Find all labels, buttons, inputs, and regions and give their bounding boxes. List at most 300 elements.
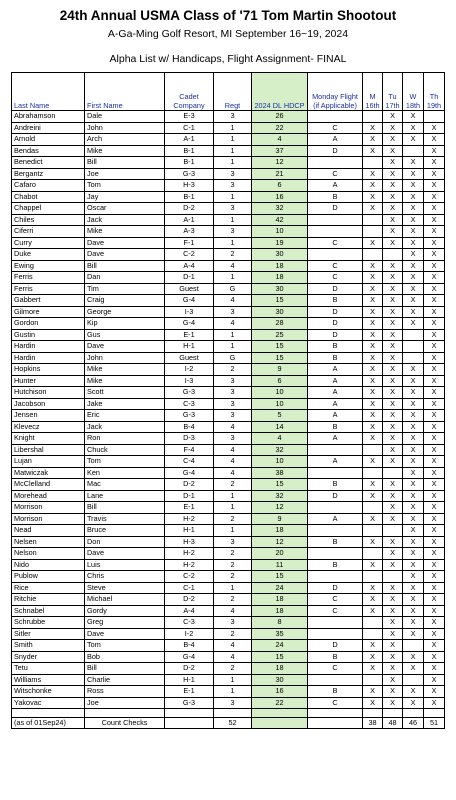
- first-name-cell: Jake: [85, 398, 165, 410]
- tu-17th-cell: X: [383, 559, 403, 571]
- flight-cell: C: [308, 605, 363, 617]
- tu-17th-cell: X: [383, 674, 403, 686]
- regt-cell: 2: [214, 548, 252, 560]
- m-16th-cell: [363, 617, 383, 629]
- tu-17th-cell: [383, 571, 403, 583]
- regt-cell: 1: [214, 237, 252, 249]
- w-18th-cell: [403, 674, 424, 686]
- empty-cell: [308, 718, 363, 729]
- cadet-company-cell: G-4: [165, 651, 214, 663]
- w-18th-cell: X: [403, 663, 424, 675]
- hdcp-cell: 10: [252, 398, 308, 410]
- hdcp-cell: 18: [252, 594, 308, 606]
- flight-cell: [308, 571, 363, 583]
- m-16th-cell: X: [363, 341, 383, 353]
- th-19th-cell: X: [424, 640, 445, 652]
- count-checks-label: Count Checks: [85, 718, 165, 729]
- last-name-cell: Abrahamson: [12, 111, 85, 123]
- hdcp-cell: 15: [252, 571, 308, 583]
- tu-17th-cell: X: [383, 502, 403, 514]
- flight-cell: [308, 674, 363, 686]
- w-18th-cell: X: [403, 157, 424, 169]
- first-name-cell: Steve: [85, 582, 165, 594]
- flight-cell: D: [308, 203, 363, 215]
- regt-cell: 3: [214, 306, 252, 318]
- m-16th-cell: X: [363, 283, 383, 295]
- table-row: [12, 203, 445, 215]
- last-name-cell: Tetu: [12, 663, 85, 675]
- w-18th-cell: X: [403, 421, 424, 433]
- first-name-cell: Eric: [85, 410, 165, 422]
- cadet-company-cell: I-3: [165, 306, 214, 318]
- hdcp-cell: 42: [252, 214, 308, 226]
- regt-cell: 3: [214, 410, 252, 422]
- w-18th-cell: X: [403, 203, 424, 215]
- tu-17th-cell: X: [383, 617, 403, 629]
- table-row: [12, 479, 445, 491]
- hdcp-cell: 20: [252, 548, 308, 560]
- tu-17th-cell: X: [383, 157, 403, 169]
- hdcp-cell: 24: [252, 582, 308, 594]
- w-18th-cell: X: [403, 479, 424, 491]
- cadet-company-cell: H-1: [165, 525, 214, 537]
- flight-cell: [308, 617, 363, 629]
- table-row: [12, 272, 445, 284]
- table-row: [12, 433, 445, 445]
- th-19th-cell: X: [424, 697, 445, 709]
- tu-17th-cell: X: [383, 214, 403, 226]
- flight-cell: [308, 467, 363, 479]
- cadet-company-cell: H-1: [165, 674, 214, 686]
- hdcp-cell: 38: [252, 467, 308, 479]
- last-name-cell: Lujan: [12, 456, 85, 468]
- cadet-company-cell: C-3: [165, 617, 214, 629]
- last-name-cell: Yakovac: [12, 697, 85, 709]
- flight-cell: [308, 628, 363, 640]
- hdcp-cell: 18: [252, 605, 308, 617]
- m-16th-cell: X: [363, 697, 383, 709]
- first-name-cell: Dave: [85, 341, 165, 353]
- tu-17th-cell: X: [383, 433, 403, 445]
- hdcp-cell: 32: [252, 203, 308, 215]
- th-19th-cell: X: [424, 145, 445, 157]
- flight-cell: B: [308, 295, 363, 307]
- w-18th-cell: X: [403, 134, 424, 146]
- last-name-cell: Libershal: [12, 444, 85, 456]
- th-19th-cell: X: [424, 525, 445, 537]
- tu-17th-cell: X: [383, 582, 403, 594]
- flight-cell: C: [308, 272, 363, 284]
- w-18th-cell: X: [403, 260, 424, 272]
- flight-cell: D: [308, 582, 363, 594]
- first-name-cell: Tim: [85, 283, 165, 295]
- tu-17th-cell: X: [383, 536, 403, 548]
- th-19th-cell: X: [424, 663, 445, 675]
- cadet-company-cell: G-4: [165, 318, 214, 330]
- tu-17th-cell: X: [383, 329, 403, 341]
- w-18th-cell: X: [403, 617, 424, 629]
- flight-cell: B: [308, 421, 363, 433]
- flight-cell: C: [308, 122, 363, 134]
- spacer-cell: [85, 709, 165, 718]
- m-16th-cell: X: [363, 594, 383, 606]
- tu-17th-cell: X: [383, 260, 403, 272]
- hdcp-cell: 32: [252, 490, 308, 502]
- table-row: [12, 674, 445, 686]
- first-name-cell: Bill: [85, 663, 165, 675]
- w-18th-cell: [403, 145, 424, 157]
- tu-17th-cell: X: [383, 191, 403, 203]
- first-name-cell: Oscar: [85, 203, 165, 215]
- last-name-cell: Benedict: [12, 157, 85, 169]
- table-row: [12, 375, 445, 387]
- cadet-company-cell: H-2: [165, 513, 214, 525]
- first-name-cell: Jack: [85, 214, 165, 226]
- hdcp-cell: 14: [252, 421, 308, 433]
- tu-17th-cell: X: [383, 421, 403, 433]
- th-19th-cell: X: [424, 180, 445, 192]
- m-16th-cell: X: [363, 145, 383, 157]
- first-name-cell: Ross: [85, 686, 165, 698]
- last-name-cell: Nido: [12, 559, 85, 571]
- first-name-cell: Bob: [85, 651, 165, 663]
- last-name-cell: Williams: [12, 674, 85, 686]
- m-16th-cell: X: [363, 237, 383, 249]
- column-header-cadet-company: Cadet Company: [165, 73, 214, 111]
- spacer-cell: [165, 709, 214, 718]
- document-title: 24th Annual USMA Class of '71 Tom Martin Shootout: [59, 8, 397, 23]
- table-row: [12, 352, 445, 364]
- w-18th-cell: X: [403, 548, 424, 560]
- table-row: [12, 686, 445, 698]
- last-name-cell: Nelsen: [12, 536, 85, 548]
- flight-cell: B: [308, 536, 363, 548]
- tu-17th-cell: X: [383, 444, 403, 456]
- last-name-cell: Bendas: [12, 145, 85, 157]
- m-16th-cell: X: [363, 329, 383, 341]
- cadet-company-cell: A-3: [165, 226, 214, 238]
- regt-cell: 1: [214, 341, 252, 353]
- w-18th-cell: X: [403, 295, 424, 307]
- w-18th-cell: X: [403, 191, 424, 203]
- first-name-cell: John: [85, 122, 165, 134]
- regt-cell: 3: [214, 203, 252, 215]
- m-16th-cell: [363, 226, 383, 238]
- m-16th-cell: X: [363, 490, 383, 502]
- cadet-company-cell: A-1: [165, 134, 214, 146]
- th-19th-cell: X: [424, 203, 445, 215]
- th-19th-cell: X: [424, 249, 445, 261]
- last-name-cell: Hopkins: [12, 364, 85, 376]
- last-name-cell: Chiles: [12, 214, 85, 226]
- first-name-cell: Dave: [85, 237, 165, 249]
- th-19th-cell: X: [424, 605, 445, 617]
- last-name-cell: Jensen: [12, 410, 85, 422]
- flight-cell: D: [308, 318, 363, 330]
- last-name-cell: Cafaro: [12, 180, 85, 192]
- m-16th-cell: X: [363, 375, 383, 387]
- th-19th-cell: X: [424, 214, 445, 226]
- tu-17th-cell: [383, 467, 403, 479]
- cadet-company-cell: H-3: [165, 180, 214, 192]
- regt-cell: 1: [214, 329, 252, 341]
- cadet-company-cell: B-1: [165, 157, 214, 169]
- last-name-cell: Andreini: [12, 122, 85, 134]
- hdcp-cell: 10: [252, 387, 308, 399]
- m-total: 38: [363, 718, 383, 729]
- cadet-company-cell: C-1: [165, 582, 214, 594]
- w-18th-cell: X: [403, 582, 424, 594]
- spacer-cell: [252, 709, 308, 718]
- cadet-company-cell: E-1: [165, 502, 214, 514]
- roster-body: [12, 111, 445, 709]
- th-19th-cell: X: [424, 686, 445, 698]
- th-19th-cell: X: [424, 387, 445, 399]
- tu-17th-cell: X: [383, 134, 403, 146]
- w-18th-cell: X: [403, 433, 424, 445]
- hdcp-cell: 25: [252, 329, 308, 341]
- m-16th-cell: [363, 467, 383, 479]
- hdcp-cell: 16: [252, 686, 308, 698]
- cadet-company-cell: D-1: [165, 490, 214, 502]
- flight-cell: [308, 548, 363, 560]
- th-19th-cell: X: [424, 502, 445, 514]
- flight-cell: A: [308, 410, 363, 422]
- hdcp-cell: 26: [252, 111, 308, 123]
- hdcp-cell: 15: [252, 479, 308, 491]
- m-16th-cell: X: [363, 605, 383, 617]
- first-name-cell: Arch: [85, 134, 165, 146]
- th-19th-cell: X: [424, 582, 445, 594]
- regt-cell: 1: [214, 122, 252, 134]
- tu-17th-cell: X: [383, 111, 403, 123]
- cadet-company-cell: C-3: [165, 398, 214, 410]
- m-16th-cell: [363, 674, 383, 686]
- first-name-cell: Michael: [85, 594, 165, 606]
- m-16th-cell: X: [363, 352, 383, 364]
- cadet-company-cell: D-2: [165, 203, 214, 215]
- last-name-cell: Ewing: [12, 260, 85, 272]
- table-row: [12, 122, 445, 134]
- hdcp-cell: 18: [252, 525, 308, 537]
- w-18th-cell: X: [403, 559, 424, 571]
- cadet-company-cell: C-2: [165, 249, 214, 261]
- flight-cell: A: [308, 364, 363, 376]
- cadet-company-cell: H-2: [165, 548, 214, 560]
- tu-17th-cell: X: [383, 272, 403, 284]
- m-16th-cell: X: [363, 180, 383, 192]
- flight-cell: A: [308, 180, 363, 192]
- cadet-company-cell: D-1: [165, 272, 214, 284]
- regt-cell: 2: [214, 513, 252, 525]
- first-name-cell: Don: [85, 536, 165, 548]
- th-19th-cell: X: [424, 341, 445, 353]
- table-row: [12, 559, 445, 571]
- last-name-cell: Gordon: [12, 318, 85, 330]
- column-header-hdcp: 2024 DL HDCP: [252, 73, 308, 111]
- th-19th-cell: X: [424, 536, 445, 548]
- last-name-cell: Morrison: [12, 513, 85, 525]
- m-16th-cell: X: [363, 387, 383, 399]
- flight-cell: D: [308, 640, 363, 652]
- last-name-cell: Gilmore: [12, 306, 85, 318]
- spacer-cell: [214, 709, 252, 718]
- first-name-cell: Ken: [85, 467, 165, 479]
- th-19th-cell: X: [424, 122, 445, 134]
- tu-17th-cell: X: [383, 180, 403, 192]
- m-16th-cell: X: [363, 134, 383, 146]
- m-16th-cell: [363, 628, 383, 640]
- tu-17th-cell: [383, 525, 403, 537]
- table-row: [12, 502, 445, 514]
- flight-cell: A: [308, 134, 363, 146]
- m-16th-cell: X: [363, 456, 383, 468]
- regt-cell: 4: [214, 444, 252, 456]
- last-name-cell: Hutchison: [12, 387, 85, 399]
- cadet-company-cell: B-1: [165, 145, 214, 157]
- w-total: 46: [403, 718, 424, 729]
- w-18th-cell: X: [403, 364, 424, 376]
- hdcp-cell: 22: [252, 697, 308, 709]
- table-row: [12, 582, 445, 594]
- first-name-cell: John: [85, 352, 165, 364]
- flight-cell: B: [308, 191, 363, 203]
- cadet-company-cell: B-4: [165, 421, 214, 433]
- spacer-cell: [363, 709, 383, 718]
- first-name-cell: Greg: [85, 617, 165, 629]
- regt-cell: 2: [214, 364, 252, 376]
- th-19th-cell: X: [424, 548, 445, 560]
- first-name-cell: Jack: [85, 421, 165, 433]
- m-16th-cell: X: [363, 364, 383, 376]
- m-16th-cell: X: [363, 318, 383, 330]
- last-name-cell: Matwiczak: [12, 467, 85, 479]
- hdcp-cell: 10: [252, 456, 308, 468]
- first-name-cell: Bill: [85, 157, 165, 169]
- hdcp-cell: 19: [252, 237, 308, 249]
- regt-cell: 4: [214, 318, 252, 330]
- flight-cell: C: [308, 237, 363, 249]
- w-18th-cell: X: [403, 306, 424, 318]
- spacer-cell: [424, 709, 445, 718]
- tu-17th-cell: X: [383, 364, 403, 376]
- m-16th-cell: X: [363, 122, 383, 134]
- column-header-tu-17th: Tu 17th: [383, 73, 403, 111]
- th-19th-cell: X: [424, 352, 445, 364]
- w-18th-cell: X: [403, 502, 424, 514]
- tu-17th-cell: X: [383, 295, 403, 307]
- cadet-company-cell: I-2: [165, 628, 214, 640]
- flight-cell: A: [308, 375, 363, 387]
- tu-17th-cell: X: [383, 640, 403, 652]
- w-18th-cell: [403, 352, 424, 364]
- regt-cell: 2: [214, 663, 252, 675]
- th-19th-cell: X: [424, 157, 445, 169]
- regt-cell: 3: [214, 180, 252, 192]
- tu-17th-cell: X: [383, 697, 403, 709]
- flight-cell: D: [308, 329, 363, 341]
- table-row: [12, 571, 445, 583]
- column-header-th-19th: Th 19th: [424, 73, 445, 111]
- first-name-cell: Mike: [85, 364, 165, 376]
- th-19th-cell: X: [424, 295, 445, 307]
- th-19th-cell: X: [424, 272, 445, 284]
- m-16th-cell: X: [363, 640, 383, 652]
- first-name-cell: Tom: [85, 456, 165, 468]
- w-18th-cell: X: [403, 214, 424, 226]
- m-16th-cell: X: [363, 421, 383, 433]
- table-row: [12, 295, 445, 307]
- hdcp-cell: 12: [252, 502, 308, 514]
- table-row: [12, 283, 445, 295]
- th-19th-cell: X: [424, 410, 445, 422]
- table-row: [12, 536, 445, 548]
- tu-17th-cell: X: [383, 594, 403, 606]
- last-name-cell: Nead: [12, 525, 85, 537]
- m-16th-cell: X: [363, 651, 383, 663]
- th-19th-cell: X: [424, 479, 445, 491]
- m-16th-cell: X: [363, 479, 383, 491]
- flight-cell: C: [308, 260, 363, 272]
- first-name-cell: Scott: [85, 387, 165, 399]
- hdcp-cell: 9: [252, 513, 308, 525]
- flight-cell: B: [308, 479, 363, 491]
- tu-17th-cell: X: [383, 651, 403, 663]
- regt-cell: 2: [214, 249, 252, 261]
- first-name-cell: Joe: [85, 168, 165, 180]
- table-row: [12, 663, 445, 675]
- w-18th-cell: X: [403, 536, 424, 548]
- list-title: Alpha List w/ Handicaps, Flight Assignment- FINAL: [109, 53, 347, 65]
- spacer-cell: [403, 709, 424, 718]
- first-name-cell: Lane: [85, 490, 165, 502]
- last-name-cell: Ferris: [12, 283, 85, 295]
- th-19th-cell: X: [424, 559, 445, 571]
- m-16th-cell: X: [363, 513, 383, 525]
- w-18th-cell: X: [403, 283, 424, 295]
- flight-cell: D: [308, 306, 363, 318]
- w-18th-cell: X: [403, 490, 424, 502]
- w-18th-cell: X: [403, 525, 424, 537]
- th-19th-cell: X: [424, 433, 445, 445]
- first-name-cell: Bill: [85, 260, 165, 272]
- hdcp-cell: 5: [252, 410, 308, 422]
- tu-17th-cell: X: [383, 375, 403, 387]
- flight-cell: C: [308, 168, 363, 180]
- regt-cell: 3: [214, 168, 252, 180]
- cadet-company-cell: C-1: [165, 122, 214, 134]
- w-18th-cell: [403, 640, 424, 652]
- last-name-cell: Gustin: [12, 329, 85, 341]
- regt-cell: 1: [214, 191, 252, 203]
- tu-17th-cell: X: [383, 605, 403, 617]
- hdcp-cell: 18: [252, 260, 308, 272]
- tu-17th-cell: X: [383, 398, 403, 410]
- m-16th-cell: X: [363, 686, 383, 698]
- hdcp-cell: 6: [252, 180, 308, 192]
- th-19th-cell: X: [424, 283, 445, 295]
- last-name-cell: Snyder: [12, 651, 85, 663]
- th-19th-cell: X: [424, 628, 445, 640]
- table-row: [12, 697, 445, 709]
- first-name-cell: Bill: [85, 502, 165, 514]
- table-row: [12, 456, 445, 468]
- tu-17th-cell: X: [383, 456, 403, 468]
- table-row: [12, 329, 445, 341]
- hdcp-cell: 6: [252, 375, 308, 387]
- last-name-cell: Hardin: [12, 341, 85, 353]
- regt-cell: 3: [214, 226, 252, 238]
